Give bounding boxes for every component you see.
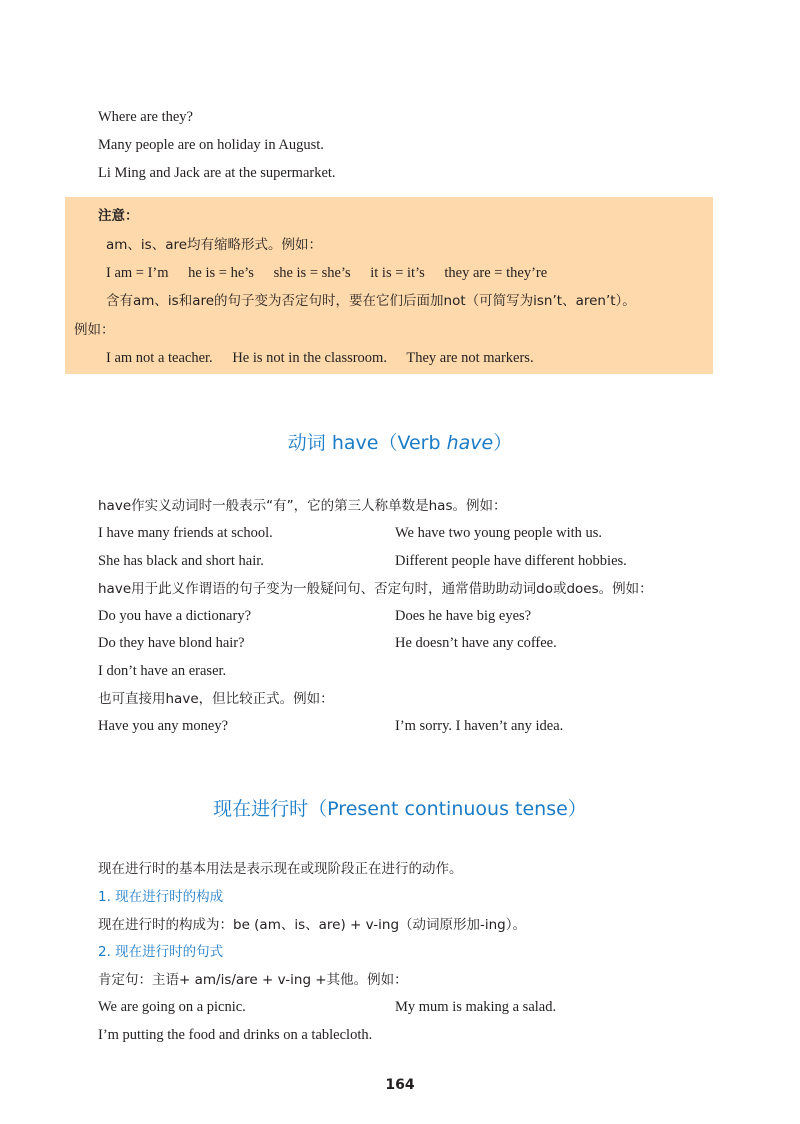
- example-left: Do they have blond hair?: [98, 635, 245, 651]
- heading-text: 动词 have（Verb: [287, 432, 447, 454]
- section-heading-have: [0, 430, 800, 456]
- example-right: My mum is making a salad.: [395, 999, 557, 1015]
- example-right: I’m sorry. I haven’t any idea.: [395, 718, 564, 734]
- heading-text: ）: [493, 432, 513, 454]
- contraction: he is = he’s: [188, 265, 254, 281]
- contraction: they are = they’re: [444, 265, 548, 281]
- example-left: Do you have a dictionary?: [98, 608, 252, 624]
- paragraph: 也可直接用have，但比较正式。例如：: [98, 691, 334, 707]
- contraction: I am = I’m: [106, 265, 169, 281]
- section-heading-present-continuous: 现在进行时（Present continuous tense）: [213, 798, 587, 820]
- example-left: We are going on a picnic.: [98, 999, 246, 1015]
- example-right: We have two young people with us.: [395, 525, 603, 541]
- paragraph: have作实义动词时一般表示“有”，它的第三人称单数是has。例如：: [98, 498, 507, 514]
- note-box: [65, 197, 713, 374]
- note-line-1: am、is、are均有缩略形式。例如：: [106, 237, 323, 253]
- example-left: I have many friends at school.: [98, 525, 273, 541]
- note-contractions: [106, 264, 547, 282]
- example-left: Have you any money?: [98, 718, 229, 734]
- intro-line-3: Li Ming and Jack are at the supermarket.: [98, 165, 336, 181]
- heading-italic: have: [446, 432, 494, 454]
- example-right: He doesn’t have any coffee.: [395, 635, 557, 651]
- note-example: They are not markers.: [406, 350, 534, 366]
- note-example: I am not a teacher.: [106, 350, 213, 366]
- note-example: He is not in the classroom.: [232, 350, 387, 366]
- note-title: 注意：: [98, 208, 139, 224]
- subheading: 1. 现在进行时的构成: [98, 889, 224, 905]
- paragraph: 现在进行时的基本用法是表示现在或现阶段正在进行的动作。: [98, 861, 463, 877]
- note-examples: [106, 349, 534, 367]
- note-line-3: 含有am、is和are的句子变为否定句时，要在它们后面加not（可简写为isn’t、aren’t）。: [106, 293, 636, 309]
- example-left: I’m putting the food and drinks on a tablecloth.: [98, 1027, 373, 1043]
- paragraph: 现在进行时的构成为：be (am、is、are) + v-ing（动词原形加-ing）。: [98, 917, 527, 933]
- example-left: I don’t have an eraser.: [98, 663, 227, 679]
- note-line-3b: 例如：: [74, 322, 115, 338]
- subheading: 2. 现在进行时的句式: [98, 944, 224, 960]
- paragraph: have用于此义作谓语的句子变为一般疑问句、否定句时，通常借助助动词do或does。例如：: [98, 581, 653, 597]
- paragraph: 肯定句：主语+ am/is/are + v-ing +其他。例如：: [98, 972, 408, 988]
- page-number: 164: [385, 1077, 415, 1093]
- intro-line-2: Many people are on holiday in August.: [98, 137, 324, 153]
- example-right: Does he have big eyes?: [395, 608, 532, 624]
- contraction: she is = she’s: [273, 265, 351, 281]
- contraction: it is = it’s: [370, 265, 425, 281]
- example-left: She has black and short hair.: [98, 553, 264, 569]
- intro-line-1: Where are they?: [98, 109, 193, 125]
- example-right: Different people have different hobbies.: [395, 553, 627, 569]
